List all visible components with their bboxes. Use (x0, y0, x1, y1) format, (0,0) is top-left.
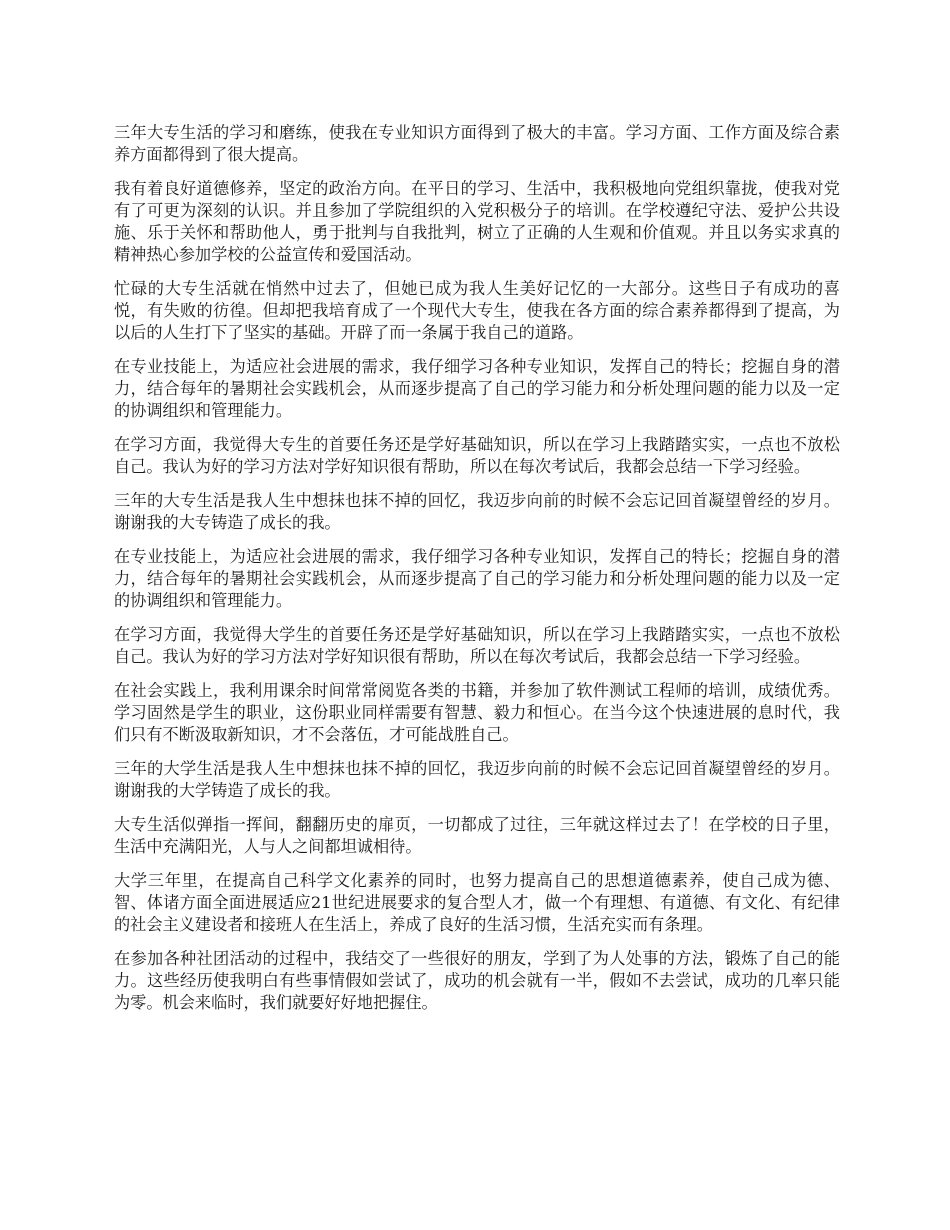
paragraph-13: 在参加各种社团活动的过程中，我结交了一些很好的朋友，学到了为人处事的方法，锻炼了自己的能力。这些经历使我明白有些事情假如尝试了，成功的机会就有一半，假如不去尝试，成功的几率只能为零。机会来临时，我们就要好好地把握住。 (114, 949, 840, 1012)
paragraph-11: 大专生活似弹指一挥间，翻翻历史的扉页，一切都成了过往，三年就这样过去了！在学校的日子里，生活中充满阳光，人与人之间都坦诚相待。 (114, 815, 840, 856)
paragraph-12: 大学三年里，在提高自己科学文化素养的同时，也努力提高自己的思想道德素养，使自己成为德、智、体诸方面全面进展适应21世纪进展要求的复合型人才，做一个有理想、有道德、有文化、有纪律的社会主义建设者和接班人在生活上，养成了良好的生活习惯，生活充实而有条理。 (114, 871, 840, 934)
document-page (114, 122, 840, 1026)
paragraph-2: 我有着良好道德修养，坚定的政治方向。在平日的学习、生活中，我积极地向党组织靠拢，使我对党有了可更为深刻的认识。并且参加了学院组织的入党积极分子的培训。在学校遵纪守法、爱护公共设施、乐于关怀和帮助他人，勇于批判与自我批判，树立了正确的人生观和价值观。并且以务实求真的精神热心参加学校的公益宣传和爱国活动。 (114, 179, 840, 264)
paragraph-3: 忙碌的大专生活就在悄然中过去了，但她已成为我人生美好记忆的一大部分。这些日子有成功的喜悦，有失败的彷徨。但却把我培育成了一个现代大专生，使我在各方面的综合素养都得到了提高，为以后的人生打下了坚实的基础。开辟了而一条属于我自己的道路。 (114, 279, 840, 342)
paragraph-6: 三年的大专生活是我人生中想抹也抹不掉的回忆，我迈步向前的时候不会忘记回首凝望曾经的岁月。谢谢我的大专铸造了成长的我。 (114, 491, 840, 532)
paragraph-1: 三年大专生活的学习和磨练，使我在专业知识方面得到了极大的丰富。学习方面、工作方面及综合素养方面都得到了很大提高。 (114, 123, 840, 164)
paragraph-10: 三年的大学生活是我人生中想抹也抹不掉的回忆，我迈步向前的时候不会忘记回首凝望曾经的岁月。谢谢我的大学铸造了成长的我。 (114, 759, 840, 800)
paragraph-4: 在专业技能上，为适应社会进展的需求，我仔细学习各种专业知识，发挥自己的特长；挖掘自身的潜力，结合每年的暑期社会实践机会，从而逐步提高了自己的学习能力和分析处理问题的能力以及一定的协调组织和管理能力。 (114, 357, 840, 420)
paragraph-7: 在专业技能上，为适应社会进展的需求，我仔细学习各种专业知识，发挥自己的特长；挖掘自身的潜力，结合每年的暑期社会实践机会，从而逐步提高了自己的学习能力和分析处理问题的能力以及一定的协调组织和管理能力。 (114, 547, 840, 610)
paragraph-8: 在学习方面，我觉得大学生的首要任务还是学好基础知识，所以在学习上我踏踏实实，一点也不放松自己。我认为好的学习方法对学好知识很有帮助，所以在每次考试后，我都会总结一下学习经验。 (114, 625, 840, 666)
paragraph-5: 在学习方面，我觉得大专生的首要任务还是学好基础知识，所以在学习上我踏踏实实，一点也不放松自己。我认为好的学习方法对学好知识很有帮助，所以在每次考试后，我都会总结一下学习经验。 (114, 435, 840, 476)
paragraph-9: 在社会实践上，我利用课余时间常常阅览各类的书籍，并参加了软件测试工程师的培训，成绩优秀。学习固然是学生的职业，这份职业同样需要有智慧、毅力和恒心。在当今这个快速进展的息时代，我们只有不断汲取新知识，才不会落伍，才可能战胜自己。 (114, 681, 840, 744)
